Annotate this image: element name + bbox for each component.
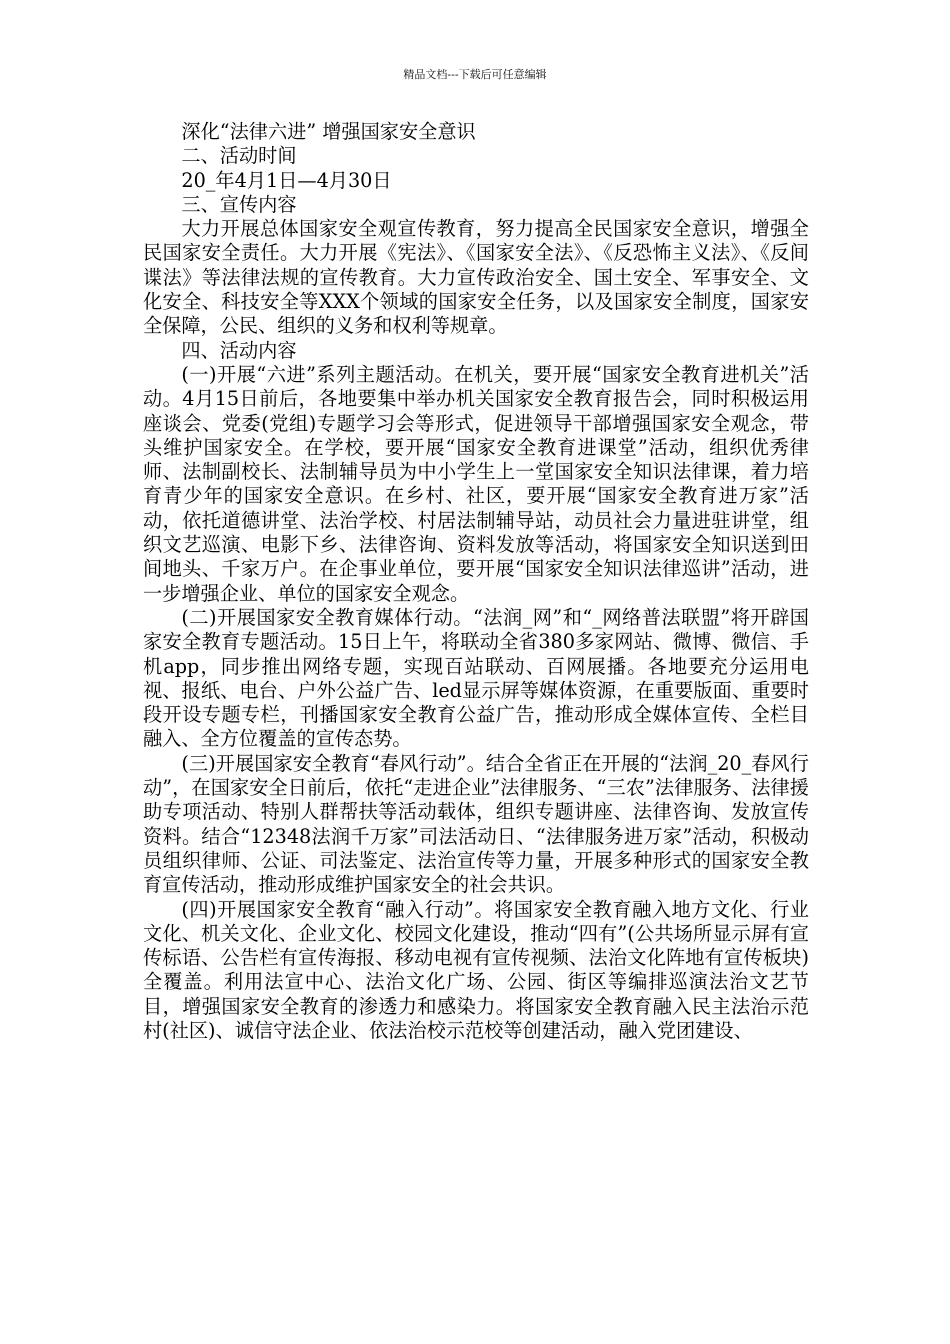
paragraph-item-2: (二)开展国家安全教育媒体行动。“法润_网”和“_网络普法联盟”将开辟国家安全教育专题活动。15日上午，将联动全省380多家网站、微博、微信、手机app，同步推出网络专题，实现百站联动、百网展播。各地要充分运用电视、报纸、电台、户外公益广告、led显示屏等媒体资源，在重要版面、重要时段开设专题专栏，刊播国家安全教育公益广告，推动形成全媒体宣传、全栏目融入、全方位覆盖的宣传态势。 <box>143 605 809 751</box>
section-heading-activity-content: 四、活动内容 <box>181 338 297 362</box>
paragraph-item-1: (一)开展“六进”系列主题活动。在机关，要开展“国家安全教育进机关”活动。4月15日前后，各地要集中举办机关国家安全教育报告会，同时积极运用座谈会、党委(党组)专题学习会等形式，促进领导干部增强国家安全观念，带头维护国家安全。在学校，要开展“国家安全教育进课堂”活动，组织优秀律师、法制副校长、法制辅导员为中小学生上一堂国家安全知识法律课，着力培育青少年的国家安全意识。在乡村、社区，要开展“国家安全教育进万家”活动，依托道德讲堂、法治学校、村居法制辅导站，动员社会力量进驻讲堂，组织文艺巡演、电影下乡、法律咨询、资料发放等活动，将国家安全知识送到田间地头、千家万户。在企事业单位，要开展“国家安全知识法律巡讲”活动，进一步增强企业、单位的国家安全观念。 <box>143 362 809 605</box>
section-heading-activity-time: 二、活动时间 <box>181 144 297 168</box>
paragraph-item-3: (三)开展国家安全教育“春风行动”。结合全省正在开展的“法润_20_春风行动”，在国家安全日前后，依托“走进企业”法律服务、“三农”法律服务、法律援助专项活动、特别人群帮扶等活动载体，组织专题讲座、法律咨询、发放宣传资料。结合“12348法润千万家”司法活动日、“法律服务进万家”活动，积极动员组织律师、公证、司法鉴定、法治宣传等力量，开展多种形式的国家安全教育宣传活动，推动形成维护国家安全的社会共识。 <box>143 751 809 897</box>
activity-date-range: 20_年4月1日—4月30日 <box>181 168 392 192</box>
page-header: 精品文档---下载后可任意编辑 <box>403 68 547 81</box>
paragraph-item-4: (四)开展国家安全教育“融入行动”。将国家安全教育融入地方文化、行业文化、机关文化、企业文化、校园文化建设，推动“四有”(公共场所显示屏有宣传标语、公告栏有宣传海报、移动电视有宣传视频、法治文化阵地有宣传板块)全覆盖。利用法宣中心、法治文化广场、公园、街区等编排巡演法治文艺节目，增强国家安全教育的渗透力和感染力。将国家安全教育融入民主法治示范村(社区)、诚信守法企业、依法治校示范校等创建活动，融入党团建设、 <box>143 897 809 1042</box>
document-body <box>143 120 809 1043</box>
section-heading-publicity-content: 三、宣传内容 <box>181 192 297 216</box>
document-title: 深化“法律六进” 增强国家安全意识 <box>181 120 476 143</box>
paragraph-publicity-content: 大力开展总体国家安全观宣传教育，努力提高全民国家安全意识，增强全民国家安全责任。大力开展《宪法》、《国家安全法》、《反恐怖主义法》、《反间谍法》等法律法规的宣传教育。大力宣传政治安全、国土安全、军事安全、文化安全、科技安全等XXX个领域的国家安全任务，以及国家安全制度，国家安全保障，公民、组织的义务和权利等规章。 <box>143 217 809 338</box>
